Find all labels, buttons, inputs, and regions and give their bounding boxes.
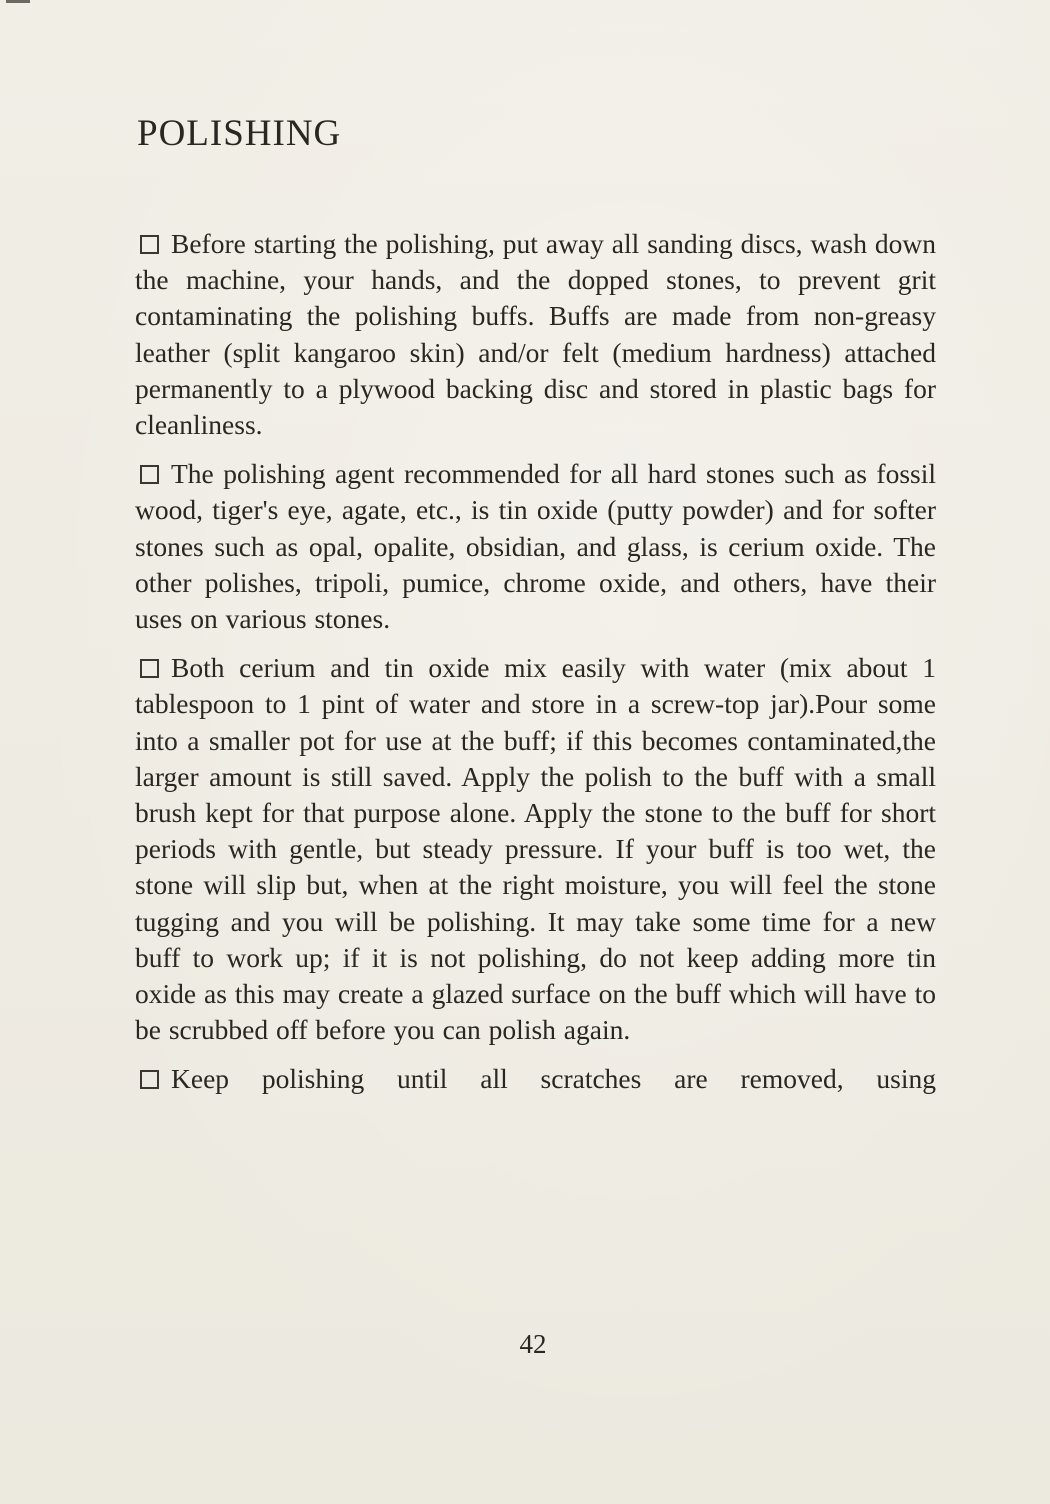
paragraph-4: [135, 1061, 936, 1097]
paragraph-2: [135, 456, 936, 637]
checkbox-square-icon: [140, 659, 159, 678]
paragraph-text: Both cerium and tin oxide mix easily with water (mix about 1 tablespoon to 1 pint of water and store in a screw-top jar).Pour some into a smaller pot for use at the buff; if this becomes contaminated,the larger amount is still saved. Apply the polish to the buff with a small brush kept for that purpose alone. Apply the stone to the buff for short periods with gentle, but steady pressure. If your buff is too wet, the stone will slip but, when at the right moisture, you will feel the stone tugging and you will be polishing. It may take some time for a new buff to work up; if it is not polishing, do not keep adding more tin oxide as this may create a glazed surface on the buff which will have to be scrubbed off before you can polish again.: [135, 652, 936, 1046]
checkbox-square-icon: [140, 1070, 159, 1089]
paragraph-text: The polishing agent recommended for all hard stones such as fossil wood, tiger's eye, agate, etc., is tin oxide (putty powder) and for softer stones such as opal, opalite, obsidian, and glass, is cerium oxide. The other polishes, tripoli, pumice, chrome oxide, and others, have their uses on various stones.: [135, 458, 936, 635]
checkbox-square-icon: [140, 465, 159, 484]
paragraph-text: Keep polishing until all scratches are removed, using: [171, 1063, 936, 1095]
checkbox-square-icon: [140, 235, 159, 254]
paragraph-3: [135, 650, 936, 1048]
section-heading: POLISHING: [137, 113, 342, 154]
paragraph-1: [135, 226, 936, 443]
page-number: 42: [519, 1329, 547, 1359]
body-text: [135, 226, 936, 1111]
paragraph-text: Before starting the polishing, put away all sanding discs, wash down the machine, your hands, and the dopped stones, to prevent grit contaminating the polishing buffs. Buffs are made from non-greasy leather (split kangaroo skin) and/or felt (medium hardness) attached permanently to a plywood backing disc and stored in plastic bags for cleanliness.: [135, 228, 936, 441]
scan-corner-mark: [6, 0, 30, 3]
